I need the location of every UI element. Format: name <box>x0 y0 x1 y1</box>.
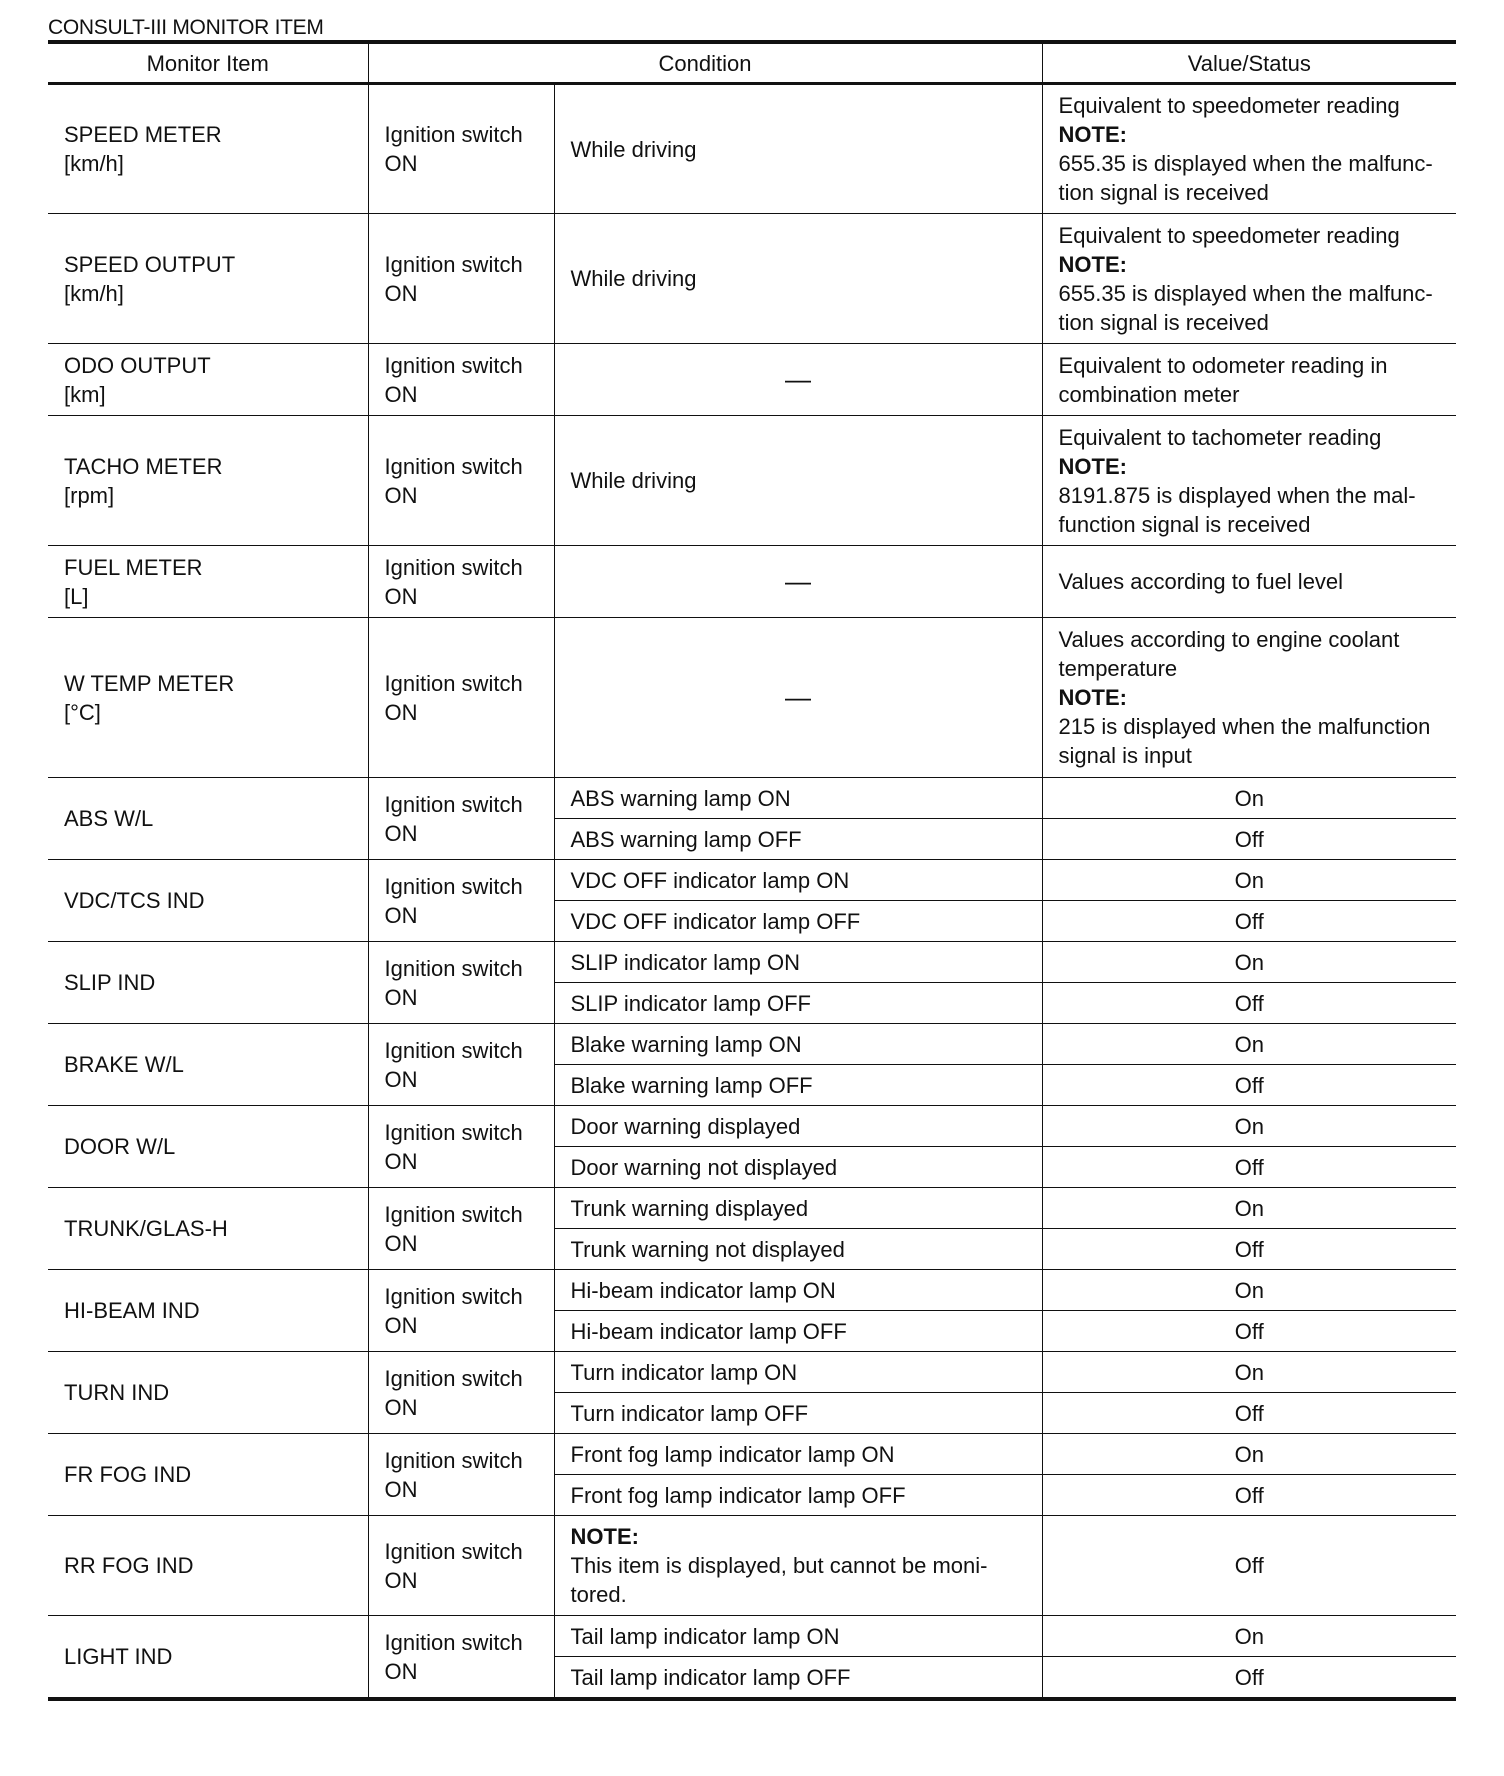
ignition-switch-cell: Ignition switch ON <box>368 1270 554 1352</box>
value-cell: Equivalent to speedometer reading NOTE: 655.35 is displayed when the malfunc-tion signal is received <box>1042 84 1456 214</box>
condition-cell: Trunk warning not displayed <box>554 1229 1042 1270</box>
table-row <box>48 778 1456 819</box>
condition-cell: Door warning not displayed <box>554 1147 1042 1188</box>
ignition-switch-cell: Ignition switch ON <box>368 1106 554 1188</box>
monitor-item-cell: VDC/TCS IND <box>48 860 368 942</box>
monitor-item-cell: SPEED OUTPUT [km/h] <box>48 214 368 344</box>
value-cell: On <box>1042 942 1456 983</box>
monitor-item-cell: RR FOG IND <box>48 1516 368 1616</box>
condition-cell: VDC OFF indicator lamp OFF <box>554 901 1042 942</box>
monitor-item-cell: TURN IND <box>48 1352 368 1434</box>
monitor-item-cell: W TEMP METER [°C] <box>48 618 368 778</box>
monitor-item-cell: TACHO METER [rpm] <box>48 416 368 546</box>
value-cell: Off <box>1042 1065 1456 1106</box>
note-label: NOTE: <box>570 1524 639 1549</box>
header-value-status: Value/Status <box>1042 42 1456 84</box>
header-monitor-item: Monitor Item <box>48 42 368 84</box>
monitor-table-wrapper <box>48 40 1456 1701</box>
header-condition: Condition <box>368 42 1042 84</box>
note-label: NOTE: <box>1058 453 1127 479</box>
table-row <box>48 860 1456 901</box>
condition-note-cell: NOTE: This item is displayed, but cannot be moni-tored. <box>554 1516 1042 1616</box>
value-cell: Off <box>1042 819 1456 860</box>
condition-cell: — <box>554 618 1042 778</box>
condition-cell: Blake warning lamp OFF <box>554 1065 1042 1106</box>
ignition-switch-cell: Ignition switch ON <box>368 778 554 860</box>
note-label: NOTE: <box>1058 122 1127 147</box>
condition-cell: Turn indicator lamp ON <box>554 1352 1042 1393</box>
value-cell: Off <box>1042 1229 1456 1270</box>
table-row <box>48 1188 1456 1229</box>
condition-cell: — <box>554 546 1042 618</box>
table-row <box>48 1270 1456 1311</box>
value-cell: Off <box>1042 901 1456 942</box>
value-cell: On <box>1042 860 1456 901</box>
condition-cell: While driving <box>554 84 1042 214</box>
ignition-switch-cell: Ignition switch ON <box>368 416 554 546</box>
monitor-item-cell: BRAKE W/L <box>48 1024 368 1106</box>
ignition-switch-cell: Ignition switch ON <box>368 860 554 942</box>
table-row <box>48 344 1456 416</box>
condition-cell: Tail lamp indicator lamp ON <box>554 1616 1042 1657</box>
value-cell: On <box>1042 1270 1456 1311</box>
condition-cell: Front fog lamp indicator lamp ON <box>554 1434 1042 1475</box>
ignition-switch-cell: Ignition switch ON <box>368 344 554 416</box>
value-cell: Off <box>1042 1147 1456 1188</box>
condition-cell: — <box>554 344 1042 416</box>
ignition-switch-cell: Ignition switch ON <box>368 214 554 344</box>
table-row <box>48 942 1456 983</box>
value-cell: On <box>1042 1188 1456 1229</box>
monitor-item-cell: DOOR W/L <box>48 1106 368 1188</box>
condition-cell: VDC OFF indicator lamp ON <box>554 860 1042 901</box>
value-cell: Off <box>1042 1657 1456 1700</box>
table-row <box>48 1106 1456 1147</box>
table-row <box>48 1516 1456 1616</box>
value-cell: Off <box>1042 1475 1456 1516</box>
ignition-switch-cell: Ignition switch ON <box>368 1024 554 1106</box>
ignition-switch-cell: Ignition switch ON <box>368 84 554 214</box>
note-label: NOTE: <box>1058 251 1127 277</box>
value-cell: On <box>1042 1106 1456 1147</box>
monitor-item-cell: TRUNK/GLAS-H <box>48 1188 368 1270</box>
condition-cell: SLIP indicator lamp ON <box>554 942 1042 983</box>
monitor-item-cell: SPEED METER [km/h] <box>48 84 368 214</box>
value-cell: On <box>1042 1616 1456 1657</box>
value-cell: On <box>1042 778 1456 819</box>
note-label: NOTE: <box>1058 685 1127 710</box>
condition-cell: ABS warning lamp OFF <box>554 819 1042 860</box>
condition-cell: Hi-beam indicator lamp OFF <box>554 1311 1042 1352</box>
monitor-item-cell: FUEL METER [L] <box>48 546 368 618</box>
page-title: CONSULT-III MONITOR ITEM <box>48 16 324 39</box>
monitor-item-cell: ODO OUTPUT [km] <box>48 344 368 416</box>
monitor-item-table <box>48 40 1456 1701</box>
table-row <box>48 546 1456 618</box>
table-row <box>48 1434 1456 1475</box>
ignition-switch-cell: Ignition switch ON <box>368 1516 554 1616</box>
value-cell: Equivalent to speedometer reading NOTE: 655.35 is displayed when the malfunc-tion signal is received <box>1042 214 1456 344</box>
value-cell: Values according to fuel level <box>1042 546 1456 618</box>
condition-cell: ABS warning lamp ON <box>554 778 1042 819</box>
condition-cell: While driving <box>554 416 1042 546</box>
ignition-switch-cell: Ignition switch ON <box>368 942 554 1024</box>
ignition-switch-cell: Ignition switch ON <box>368 618 554 778</box>
monitor-item-cell: ABS W/L <box>48 778 368 860</box>
table-row <box>48 214 1456 344</box>
condition-cell: Door warning displayed <box>554 1106 1042 1147</box>
monitor-item-cell: LIGHT IND <box>48 1616 368 1700</box>
table-row <box>48 1024 1456 1065</box>
value-cell: Off <box>1042 1393 1456 1434</box>
table-row <box>48 1616 1456 1657</box>
value-cell: Off <box>1042 1516 1456 1616</box>
ignition-switch-cell: Ignition switch ON <box>368 1352 554 1434</box>
condition-cell: Trunk warning displayed <box>554 1188 1042 1229</box>
value-cell: On <box>1042 1024 1456 1065</box>
value-cell: On <box>1042 1434 1456 1475</box>
monitor-item-cell: FR FOG IND <box>48 1434 368 1516</box>
condition-cell: Turn indicator lamp OFF <box>554 1393 1042 1434</box>
value-cell: Equivalent to odometer reading in combination meter <box>1042 344 1456 416</box>
condition-cell: Tail lamp indicator lamp OFF <box>554 1657 1042 1700</box>
monitor-item-cell: HI-BEAM IND <box>48 1270 368 1352</box>
condition-cell: While driving <box>554 214 1042 344</box>
table-row <box>48 84 1456 214</box>
value-cell: On <box>1042 1352 1456 1393</box>
table-header-row <box>48 42 1456 84</box>
condition-cell: Hi-beam indicator lamp ON <box>554 1270 1042 1311</box>
condition-cell: Front fog lamp indicator lamp OFF <box>554 1475 1042 1516</box>
ignition-switch-cell: Ignition switch ON <box>368 1434 554 1516</box>
table-row <box>48 1352 1456 1393</box>
table-row <box>48 416 1456 546</box>
value-cell: Values according to engine coolant temperature NOTE: 215 is displayed when the malfunction signal is input <box>1042 618 1456 778</box>
ignition-switch-cell: Ignition switch ON <box>368 1616 554 1700</box>
value-cell: Off <box>1042 1311 1456 1352</box>
ignition-switch-cell: Ignition switch ON <box>368 546 554 618</box>
condition-cell: SLIP indicator lamp OFF <box>554 983 1042 1024</box>
ignition-switch-cell: Ignition switch ON <box>368 1188 554 1270</box>
value-cell: Equivalent to tachometer reading NOTE: 8191.875 is displayed when the mal-function signal is received <box>1042 416 1456 546</box>
condition-cell: Blake warning lamp ON <box>554 1024 1042 1065</box>
monitor-item-cell: SLIP IND <box>48 942 368 1024</box>
value-cell: Off <box>1042 983 1456 1024</box>
table-row <box>48 618 1456 778</box>
